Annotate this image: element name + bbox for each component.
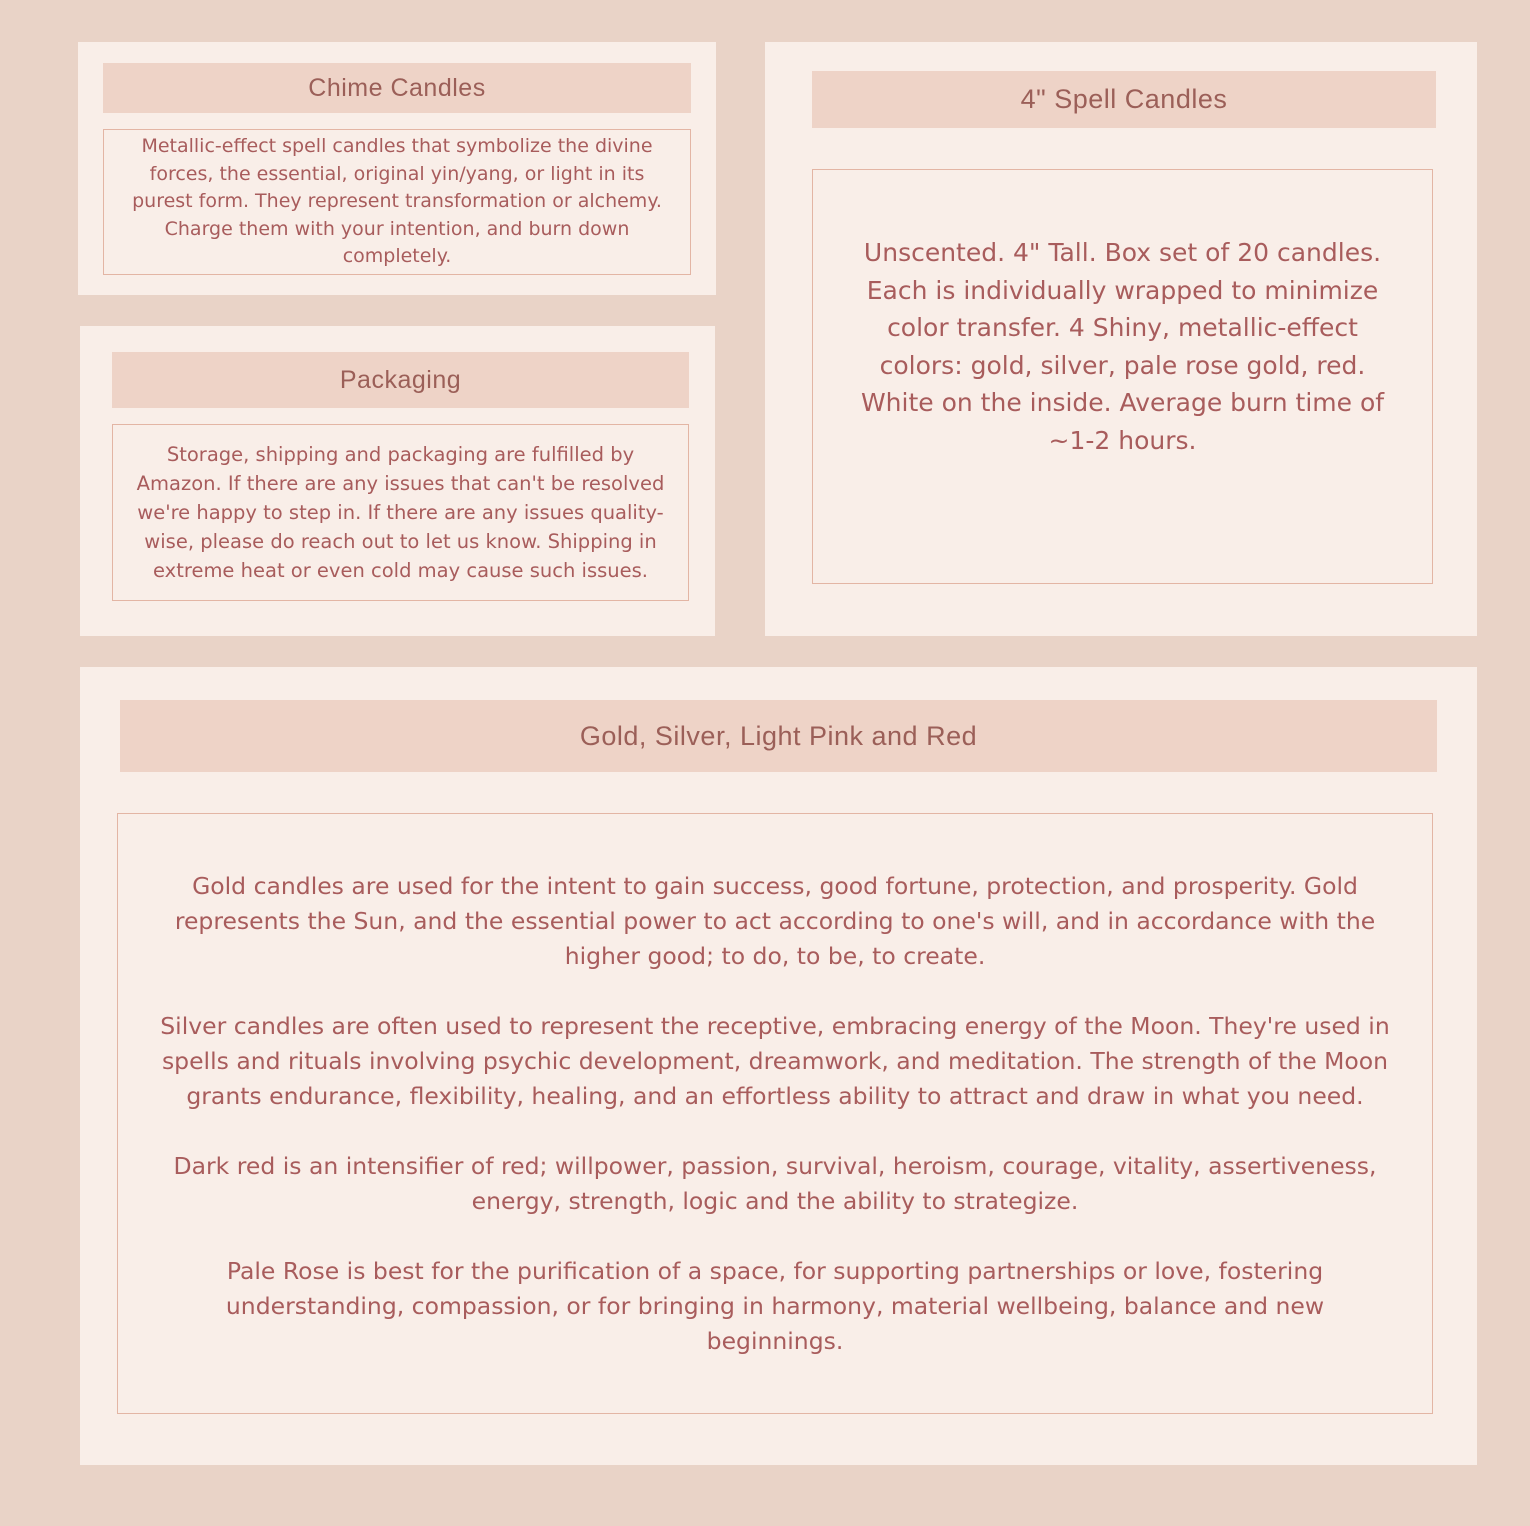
silver-candles-paragraph: Silver candles are often used to represent the receptive, embracing energy of the Moon. They're used in spells and rituals involving psychic development, dreamwork, and meditation. The strength of the Moon grants endurance, flexibility, healing, and an effortless ability to attract and draw in what you need. [160,1011,1390,1110]
pale-rose-candles-paragraph: Pale Rose is best for the purification of a space, for supporting partnerships or love, fostering understanding, compassion, or for bringing in harmony, material wellbeing, balance and new beginnings. [225,1256,1325,1355]
candle-colors-title: Gold, Silver, Light Pink and Red [120,700,1437,772]
packaging-description: Storage, shipping and packaging are fulfilled by Amazon. If there are any issues that can't be resolved we're happy to step in. If there are any issues quality-wise, please do reach out to let us know. Shipping in extreme heat or even cold may cause such issues. [136,443,665,582]
chime-candles-title: Chime Candles [103,63,691,113]
chime-candles-description: Metallic-effect spell candles that symbolize the divine forces, the essential, original yin/yang, or light in its purest form. They represent transformation or alchemy. Charge them with your intention, and burn down completely. [132,135,662,268]
gold-candles-paragraph: Gold candles are used for the intent to gain success, good fortune, protection, and prosperity. Gold represents the Sun, and the essential power to act according to one's will, and in accordance with the higher good; to do, to be, to create. [174,871,1376,970]
packaging-panel [80,326,715,636]
spell-candles-title: 4" Spell Candles [812,71,1436,128]
spell-candles-panel [765,42,1477,636]
spell-candles-description-box [812,169,1433,584]
chime-candles-description-box [103,129,691,275]
chime-candles-panel [78,42,716,295]
spell-candles-description: Unscented. 4" Tall. Box set of 20 candles. Each is individually wrapped to minimize color transfer. 4 Shiny, metallic-effect colors: gold, silver, pale rose gold, red. White on the inside. Average burn time of ~1-2 hours. [860,238,1385,455]
dark-red-candles-paragraph: Dark red is an intensifier of red; willpower, passion, survival, heroism, courage, vitality, assertiveness, energy, strength, logic and the ability to strategize. [173,1151,1377,1215]
candle-colors-panel [80,667,1477,1465]
candle-colors-description-box [117,813,1433,1414]
packaging-description-box [112,424,689,601]
packaging-title: Packaging [112,352,689,408]
